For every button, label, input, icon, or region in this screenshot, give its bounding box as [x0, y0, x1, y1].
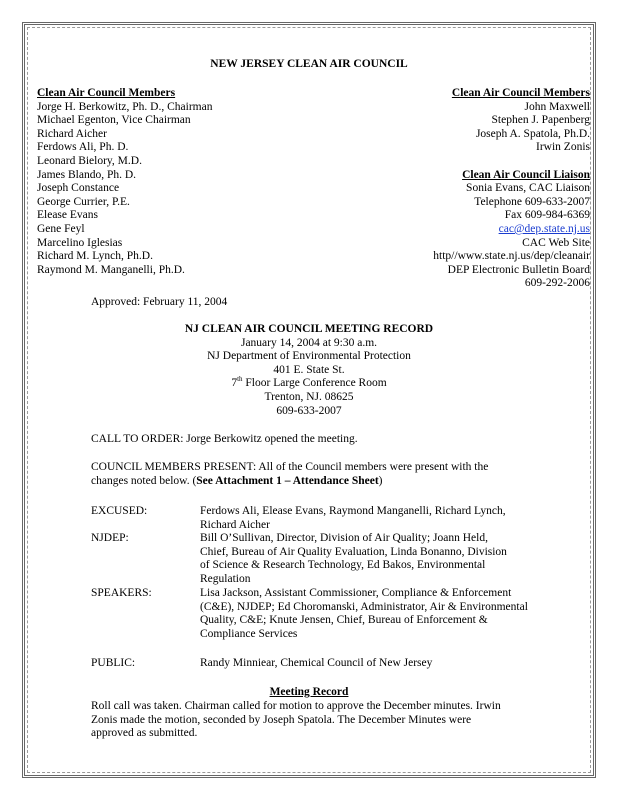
- meeting-phone: 609-633-2007: [276, 404, 342, 417]
- right-members-header: Clean Air Council Members: [451, 87, 590, 99]
- member-name: Jorge H. Berkowitz, Ph. D., Chairman: [37, 100, 213, 113]
- public-label: PUBLIC:: [91, 657, 136, 669]
- approved-date: Approved: February 11, 2004: [91, 296, 228, 308]
- web-site-url: http//www.state.nj.us/dep/cleanair: [433, 250, 590, 263]
- excused-list: Ferdows Ali, Elease Evans, Raymond Manganelli, Richard Lynch, Richard Aicher: [200, 505, 506, 531]
- meeting-city: Trenton, NJ. 08625: [264, 390, 354, 403]
- left-members-column: [37, 87, 212, 277]
- member-name: James Blando, Ph. D.: [37, 168, 137, 181]
- left-members-header: Clean Air Council Members: [37, 87, 176, 99]
- public-list: Randy Minniear, Chemical Council of New Jersey: [200, 657, 433, 669]
- member-name: Stephen J. Papenberg: [491, 114, 590, 127]
- web-site-label: CAC Web Site: [522, 236, 590, 249]
- member-name: Ferdows Ali, Ph. D.: [37, 141, 129, 154]
- meeting-street: 401 E. State St.: [273, 363, 345, 376]
- member-name: Irwin Zonis: [536, 141, 590, 154]
- liaison-name: Sonia Evans, CAC Liaison: [466, 182, 590, 195]
- meeting-record-header: Meeting Record: [269, 686, 349, 698]
- member-name: Joseph A. Spatola, Ph.D.: [475, 127, 590, 140]
- bulletin-board-label: DEP Electronic Bulletin Board: [447, 263, 590, 276]
- right-members-column: [433, 87, 590, 291]
- njdep-list: Bill O’Sullivan, Director, Division of Air Quality; Joann Held, Chief, Bureau of Air Quality Evaluation, Linda Bonanno, Division of Science & Research Technology, Ed Bakos, Environmental Regulation: [200, 532, 507, 585]
- member-name: Joseph Constance: [37, 182, 120, 195]
- member-name: Leonard Bielory, M.D.: [37, 154, 142, 167]
- member-name: Gene Feyl: [37, 222, 85, 235]
- member-name: Marcelino Iglesias: [37, 236, 123, 249]
- member-name: Elease Evans: [37, 209, 98, 222]
- liaison-header: Clean Air Council Liaison: [462, 168, 590, 181]
- liaison-telephone: Telephone 609-633-2007: [474, 195, 590, 208]
- member-name: Richard Aicher: [37, 127, 107, 140]
- njdep-label: NJDEP:: [91, 532, 129, 544]
- meeting-room: 7th Floor Large Conference Room: [231, 375, 387, 390]
- meeting-date: January 14, 2004 at 9:30 a.m.: [240, 336, 378, 349]
- speakers-label: SPEAKERS:: [91, 587, 152, 599]
- liaison-fax: Fax 609-984-6369: [504, 209, 590, 222]
- member-name: Richard M. Lynch, Ph.D.: [37, 250, 153, 263]
- meeting-record-body: Roll call was taken. Chairman called for motion to approve the December minutes. Irwin Zonis made the motion, seconded by Joseph Spatola. The December Minutes were approved as submitted.: [91, 700, 501, 740]
- call-to-order: CALL TO ORDER: Jorge Berkowitz opened the meeting.: [91, 433, 358, 445]
- member-name: Raymond M. Manganelli, Ph.D.: [37, 263, 185, 276]
- document-title: NEW JERSEY CLEAN AIR COUNCIL: [210, 58, 408, 70]
- members-present: COUNCIL MEMBERS PRESENT: All of the Council members were present with the changes noted below. (See Attachment 1 – Attendance Sheet): [91, 461, 489, 487]
- meeting-department: NJ Department of Environmental Protection: [207, 350, 411, 363]
- member-name: Michael Egenton, Vice Chairman: [37, 114, 191, 127]
- meeting-record-title: NJ CLEAN AIR COUNCIL MEETING RECORD: [184, 323, 434, 335]
- liaison-email-link[interactable]: cac@dep.state.nj.us: [498, 222, 590, 235]
- speakers-list: Lisa Jackson, Assistant Commissioner, Compliance & Enforcement (C&E), NJDEP; Ed Choromanski, Administrator, Air & Environmental Quality, C&E; Knute Jensen, Chief, Bureau of Enforcement & Compliance Services: [200, 587, 528, 640]
- excused-label: EXCUSED:: [91, 505, 148, 517]
- meeting-record-info: [0, 323, 618, 418]
- member-name: George Currier, P.E.: [37, 195, 130, 208]
- bulletin-board-phone: 609-292-2006: [524, 277, 590, 290]
- member-name: John Maxwell: [524, 100, 590, 113]
